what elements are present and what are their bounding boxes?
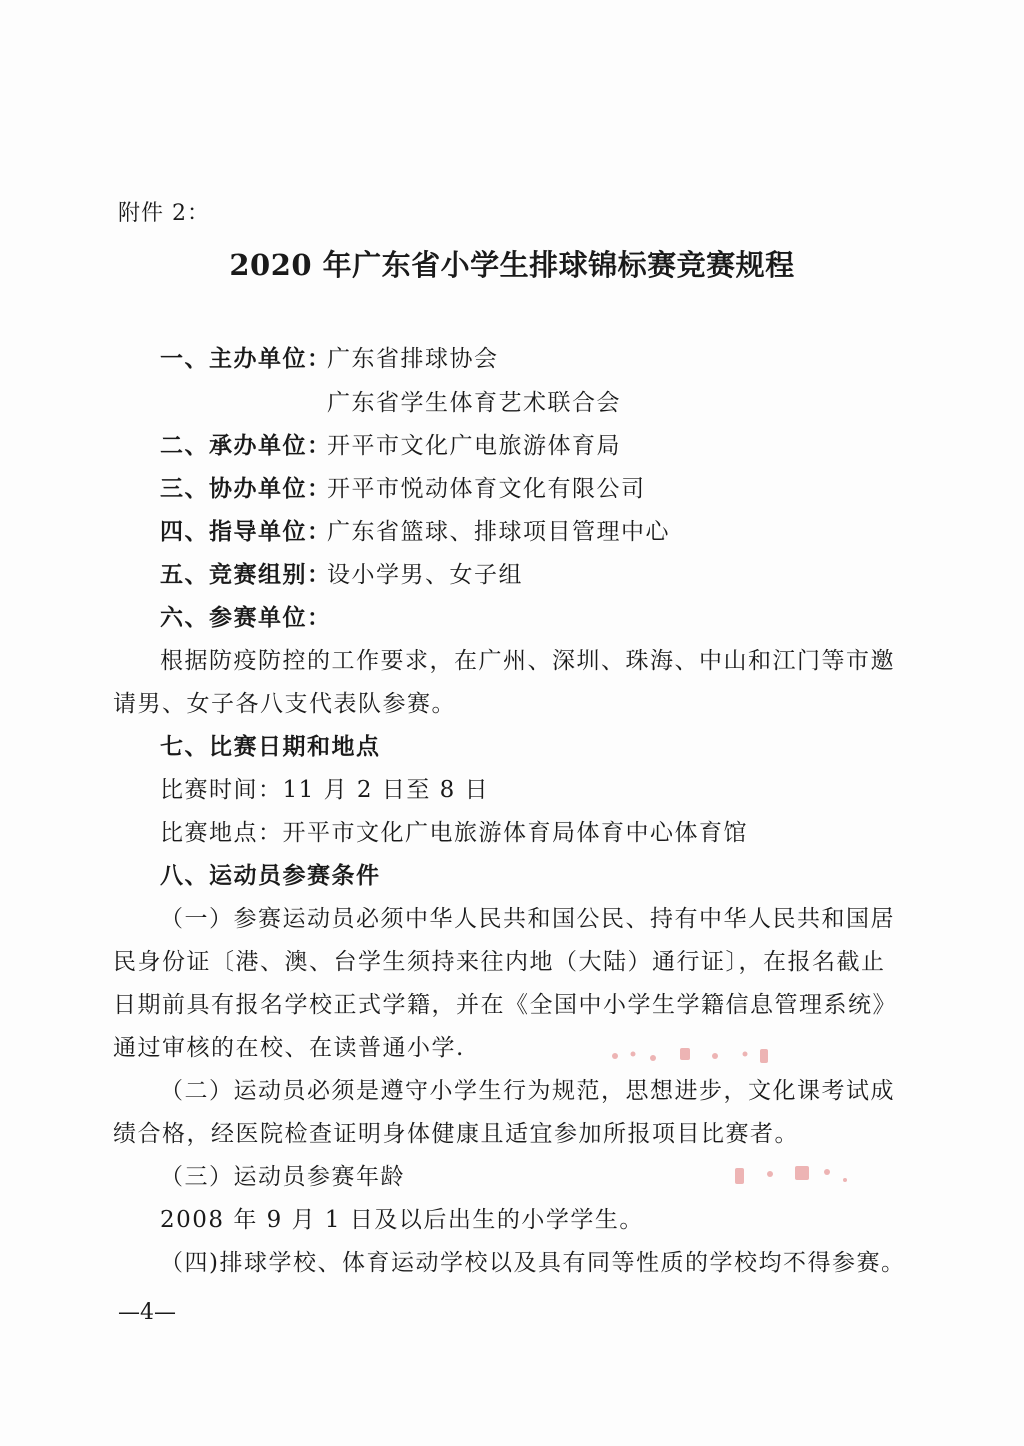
condition-4-line-1: （四)排球学校、体育运动学校以及具有同等性质的学校均不得参赛。 [160,1250,906,1276]
section-4-value: 广东省篮球、排球项目管理中心 [327,519,670,545]
section-5-heading: 五、竞赛组别： [160,561,332,588]
condition-1-line-1: （一）参赛运动员必须中华人民共和国公民、持有中华人民共和国居 [160,906,895,932]
condition-2-line-1: （二）运动员必须是遵守小学生行为规范，思想进步，文化课考试成 [160,1078,895,1104]
condition-3-heading: （三）运动员参赛年龄 [160,1164,405,1190]
condition-3-age: 2008 年 9 月 1 日及以后出生的小学学生。 [160,1207,644,1233]
attachment-label: 附件 2： [118,201,210,226]
section-6-heading: 六、参赛单位： [160,604,332,631]
section-2-value: 开平市文化广电旅游体育局 [327,433,621,459]
section-4-heading: 四、指导单位： [160,518,332,545]
section-1-value-1: 广东省排球协会 [327,346,499,372]
page-number: —4— [118,1300,176,1325]
match-place: 比赛地点：开平市文化广电旅游体育局体育中心体育馆 [160,820,748,846]
condition-1-line-3: 日期前具有报名学校正式学籍，并在《全国中小学生学籍信息管理系统》 [113,992,897,1018]
section-2-heading: 二、承办单位： [160,432,332,459]
section-6-text-line-1: 根据防疫防控的工作要求，在广州、深圳、珠海、中山和江门等市邀 [160,648,895,674]
section-3-heading: 三、协办单位： [160,475,332,502]
match-time: 比赛时间：11 月 2 日至 8 日 [160,777,490,803]
seal-stamp-icon [595,1040,865,1200]
section-6-text-line-2: 请男、女子各八支代表队参赛。 [113,691,456,717]
document-title: 2020 年广东省小学生排球锦标赛竞赛规程 [229,248,795,282]
condition-2-line-2: 绩合格，经医院检查证明身体健康且适宜参加所报项目比赛者。 [113,1121,799,1147]
condition-1-line-2: 民身份证〔港、澳、台学生须持来往内地（大陆）通行证〕，在报名截止 [113,949,886,975]
section-5-value: 设小学男、女子组 [327,562,523,588]
section-3-value: 开平市悦动体育文化有限公司 [327,476,646,502]
section-1-heading: 一、主办单位： [160,345,332,372]
section-8-heading: 八、运动员参赛条件 [160,862,381,889]
section-1-value-2: 广东省学生体育艺术联合会 [327,390,621,416]
section-7-heading: 七、比赛日期和地点 [160,733,381,760]
condition-1-line-4: 通过审核的在校、在读普通小学. [113,1035,465,1061]
